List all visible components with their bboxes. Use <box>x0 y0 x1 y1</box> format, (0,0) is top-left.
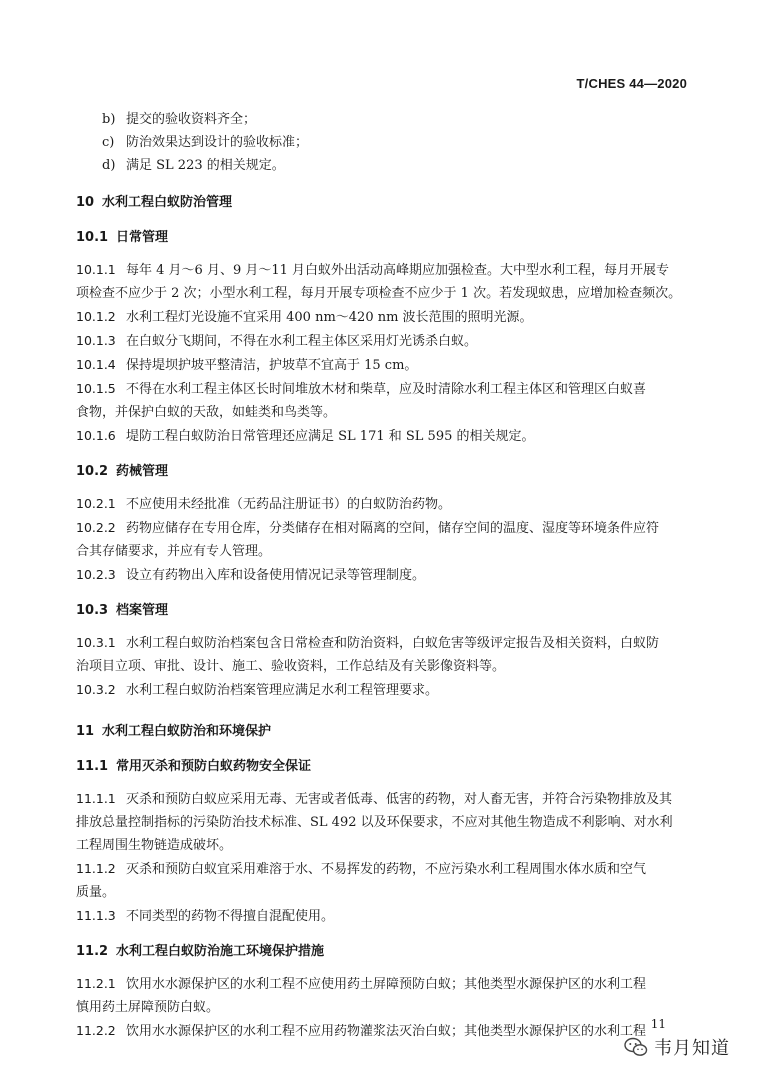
clause <box>76 353 688 377</box>
clause-text: 药物应储存在专用仓库，分类储存在相对隔离的空间，储存空间的温度、湿度等环境条件应符 <box>126 521 660 536</box>
clause <box>76 678 688 702</box>
clause-number: 11.2.2 <box>76 1023 116 1038</box>
list-text: 防治效果达到设计的验收标准； <box>126 135 309 150</box>
clause-number: 11.1.3 <box>76 908 116 923</box>
standard-code: T/CHES 44—2020 <box>576 76 687 91</box>
clause <box>76 857 688 881</box>
watermark <box>624 1034 730 1060</box>
clause-group <box>76 631 688 702</box>
clause-text: 不应使用未经批准（无药品注册证书）的白蚁防治药物。 <box>126 497 452 512</box>
clause-number: 10.1.6 <box>76 428 116 443</box>
clause-text: 每年 4 月～6 月、9 月～11 月白蚁外出活动高峰期应加强检查。大中型水利工程，每月开展专 <box>126 263 670 278</box>
clause-text: 水利工程灯光设施不宜采用 400 nm～420 nm 波长范围的照明光源。 <box>126 310 533 325</box>
chapter-title: 水利工程白蚁防治和环境保护 <box>102 724 272 739</box>
clause-number: 10.1.2 <box>76 309 116 324</box>
clause-group <box>76 492 688 587</box>
clause-continuation: 治项目立项、审批、设计、施工、验收资料，工作总结及有关影像资料等。 <box>76 659 506 674</box>
section-heading <box>76 755 688 778</box>
page-number: 11 <box>650 1017 666 1031</box>
section-number: 10.1 <box>76 230 109 245</box>
clause-group <box>76 972 688 1043</box>
clause-text: 水利工程白蚁防治档案包含日常检查和防治资料，白蚁危害等级评定报告及相关资料，白蚁防 <box>126 636 660 651</box>
page-content <box>76 108 688 1043</box>
clause-number: 11.1.1 <box>76 791 116 806</box>
list-marker: b) <box>102 112 116 127</box>
chapter-number: 10 <box>76 195 95 210</box>
clause-text: 灭杀和预防白蚁宜采用难溶于水、不易挥发的药物，不应污染水利工程周围水体水质和空气 <box>126 862 647 877</box>
section-title: 常用灭杀和预防白蚁药物安全保证 <box>116 759 312 774</box>
list-marker: c) <box>102 135 115 150</box>
section-title: 水利工程白蚁防治施工环境保护措施 <box>116 944 325 959</box>
clause-text: 不同类型的药物不得擅自混配使用。 <box>126 909 335 924</box>
clause <box>76 329 688 353</box>
section-title: 档案管理 <box>116 603 169 618</box>
clause-continuation: 排放总量控制指标的污染防治技术标准、SL 492 以及环保要求，不应对其他生物造成不利影响、对水利 <box>76 815 673 830</box>
clause <box>76 563 688 587</box>
clause-number: 10.3.2 <box>76 682 116 697</box>
clause-continuation: 慎用药土屏障预防白蚁。 <box>76 1000 220 1015</box>
section-heading <box>76 940 688 963</box>
section-number: 11.2 <box>76 944 109 959</box>
clause-text: 设立有药物出入库和设备使用情况记录等管理制度。 <box>126 568 426 583</box>
section-number: 10.2 <box>76 464 109 479</box>
list-text: 提交的验收资料齐全； <box>126 112 257 127</box>
clause-continuation: 工程周围生物链造成破坏。 <box>76 838 233 853</box>
clause-text: 水利工程白蚁防治档案管理应满足水利工程管理要求。 <box>126 683 439 698</box>
list-item <box>76 154 688 177</box>
section-number: 11.1 <box>76 759 109 774</box>
clause-number: 10.1.4 <box>76 357 116 372</box>
list-item <box>76 108 688 131</box>
section-number: 10.3 <box>76 603 109 618</box>
section-title: 药械管理 <box>116 464 169 479</box>
clause-text: 灭杀和预防白蚁应采用无毒、无害或者低毒、低害的药物，对人畜无害，并符合污染物排放及其 <box>126 792 673 807</box>
clause <box>76 258 688 282</box>
list-item <box>76 131 688 154</box>
clause-group <box>76 258 688 448</box>
clause-text: 饮用水水源保护区的水利工程不应使用药土屏障预防白蚁；其他类型水源保护区的水利工程 <box>126 977 647 992</box>
clause <box>76 424 688 448</box>
section-title: 日常管理 <box>116 230 169 245</box>
clause-number: 10.2.1 <box>76 496 116 511</box>
clause <box>76 631 688 655</box>
clause-number: 10.1.1 <box>76 262 116 277</box>
clause <box>76 516 688 540</box>
clause-number: 10.2.2 <box>76 520 116 535</box>
watermark-text: 韦月知道 <box>654 1038 730 1059</box>
chapter-heading <box>76 720 688 743</box>
clause-text: 在白蚁分飞期间，不得在水利工程主体区采用灯光诱杀白蚁。 <box>126 334 478 349</box>
clause-text: 堤防工程白蚁防治日常管理还应满足 SL 171 和 SL 595 的相关规定。 <box>126 429 535 444</box>
clause-continuation: 项检查不应少于 2 次；小型水利工程，每月开展专项检查不应少于 1 次。若发现蚁患，应增加检查频次。 <box>76 286 682 301</box>
clause-number: 10.2.3 <box>76 567 116 582</box>
list-marker: d) <box>102 158 116 173</box>
clause-text: 保持堤坝护坡平整清洁，护坡草不宜高于 15 cm。 <box>126 358 418 373</box>
clause-text: 饮用水水源保护区的水利工程不应用药物灌浆法灭治白蚁；其他类型水源保护区的水利工程 <box>126 1024 647 1039</box>
clause <box>76 787 688 811</box>
clause-number: 10.1.5 <box>76 381 116 396</box>
clause <box>76 492 688 516</box>
clause-number: 10.1.3 <box>76 333 116 348</box>
chapter-title: 水利工程白蚁防治管理 <box>102 195 233 210</box>
clause-number: 11.1.2 <box>76 861 116 876</box>
chapter-heading <box>76 191 688 214</box>
section-heading <box>76 460 688 483</box>
wechat-icon <box>624 1037 648 1057</box>
clause-number: 11.2.1 <box>76 976 116 991</box>
clause-continuation: 质量。 <box>76 885 116 900</box>
clause <box>76 972 688 996</box>
clause-number: 10.3.1 <box>76 635 116 650</box>
clause-text: 不得在水利工程主体区长时间堆放木材和柴草，应及时清除水利工程主体区和管理区白蚁喜 <box>126 382 647 397</box>
chapter-number: 11 <box>76 724 95 739</box>
list-text: 满足 SL 223 的相关规定。 <box>126 158 285 173</box>
clause-continuation: 合其存储要求，并应有专人管理。 <box>76 544 272 559</box>
clause <box>76 1019 688 1043</box>
clause-group <box>76 787 688 928</box>
clause <box>76 377 688 401</box>
clause-continuation: 食物，并保护白蚁的天敌，如蛙类和鸟类等。 <box>76 405 337 420</box>
section-heading <box>76 599 688 622</box>
clause <box>76 305 688 329</box>
section-heading <box>76 226 688 249</box>
clause <box>76 904 688 928</box>
